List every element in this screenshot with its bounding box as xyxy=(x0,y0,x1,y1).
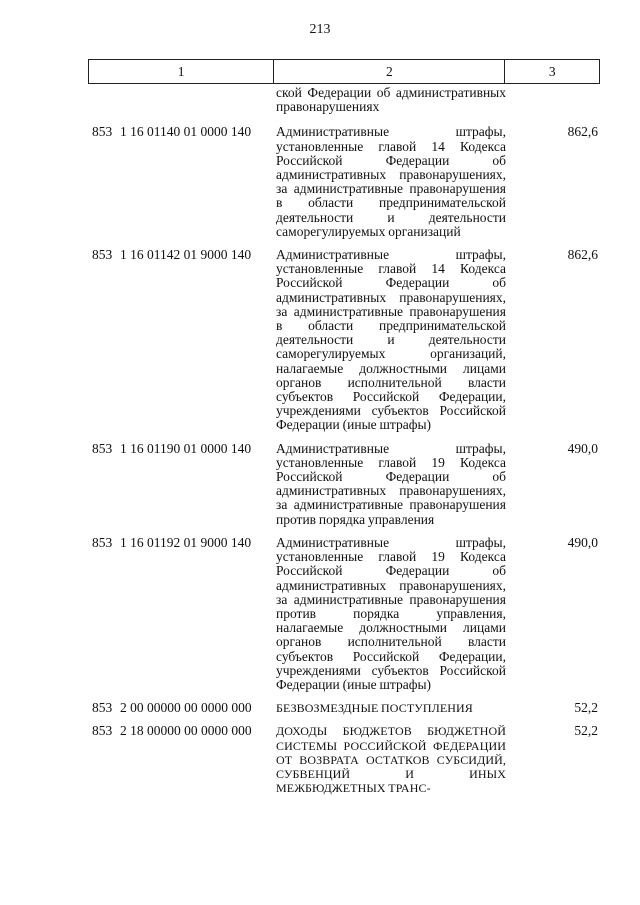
table-row xyxy=(88,701,600,715)
admin-code: 853 xyxy=(92,124,113,140)
row-code xyxy=(88,536,274,550)
table-row xyxy=(88,442,600,527)
row-amount: 490,0 xyxy=(567,440,598,456)
table-header xyxy=(88,59,600,84)
column-header-3: 3 xyxy=(548,63,556,79)
row-code xyxy=(88,701,274,715)
budget-code: 2 00 00000 00 0000 000 xyxy=(120,700,252,716)
row-description: БЕЗВОЗМЕЗДНЫЕ ПОСТУПЛЕНИЯ xyxy=(276,701,473,716)
row-amount: 862,6 xyxy=(567,124,598,140)
admin-code: 853 xyxy=(92,247,113,263)
admin-code: 853 xyxy=(92,723,113,739)
row-description: Административные штрафы, установленные главой 14 Кодекса Российской Федерации об административных правонарушениях, за административные правонарушения в области предпринимательской деятельности и деятельности саморегулируемых организаций, налагаемые должностными лицами органов исполнительной власти субъектов Российской Федерации, учреждениями субъектов Российской Федерации (иные штрафы) xyxy=(276,247,506,433)
row-description: Административные штрафы, установленные главой 14 Кодекса Российской Федерации об административных правонарушениях, за административные правонарушения в области предпринимательской деятельности и деятельности саморегулируемых организаций xyxy=(276,124,506,239)
table-row xyxy=(88,125,600,239)
row-amount: 490,0 xyxy=(567,534,598,550)
row-amount: 52,2 xyxy=(574,700,598,716)
column-header-2: 2 xyxy=(274,60,505,83)
column-header-1: 1 xyxy=(89,60,274,83)
row-code xyxy=(88,125,274,139)
continuation-row xyxy=(88,86,600,114)
row-description: ДОХОДЫ БЮДЖЕТОВ БЮДЖЕТНОЙ СИСТЕМЫ РОССИЙСКОЙ ФЕДЕРАЦИИ ОТ ВОЗВРАТА ОСТАТКОВ СУБСИДИЙ, СУБВЕНЦИЙ И ИНЫХ МЕЖБЮДЖЕТНЫХ ТРАНС- xyxy=(276,724,506,796)
row-description: Административные штрафы, установленные главой 19 Кодекса Российской Федерации об административных правонарушениях, за административные правонарушения против порядка управления xyxy=(276,440,506,527)
budget-code: 2 18 00000 00 0000 000 xyxy=(120,723,252,739)
budget-code: 1 16 01142 01 9000 140 xyxy=(120,247,252,263)
row-amount: 862,6 xyxy=(567,247,598,263)
row-code xyxy=(88,442,274,456)
admin-code: 853 xyxy=(92,534,113,550)
row-description: Административные штрафы, установленные главой 19 Кодекса Российской Федерации об административных правонарушениях, за административные правонарушения против порядка управления, налагаемые должностными лицами органов исполнительной власти субъектов Российской Федерации, учреждениями субъектов Российской Федерации (иные штрафы) xyxy=(276,534,506,692)
row-amount: 52,2 xyxy=(574,723,598,739)
budget-code: 1 16 01190 01 0000 140 xyxy=(120,440,252,456)
table-body xyxy=(88,86,600,804)
admin-code: 853 xyxy=(92,440,113,456)
row-code xyxy=(88,724,274,738)
page-number: 213 xyxy=(309,22,331,37)
admin-code: 853 xyxy=(92,700,113,716)
table-row xyxy=(88,536,600,692)
table-row xyxy=(88,724,600,795)
table-row xyxy=(88,248,600,433)
row-code xyxy=(88,248,274,262)
budget-code: 1 16 01140 01 0000 140 xyxy=(120,124,252,140)
continuation-text: ской Федерации об административных правонарушениях xyxy=(276,85,506,115)
budget-code: 1 16 01192 01 9000 140 xyxy=(120,534,252,550)
